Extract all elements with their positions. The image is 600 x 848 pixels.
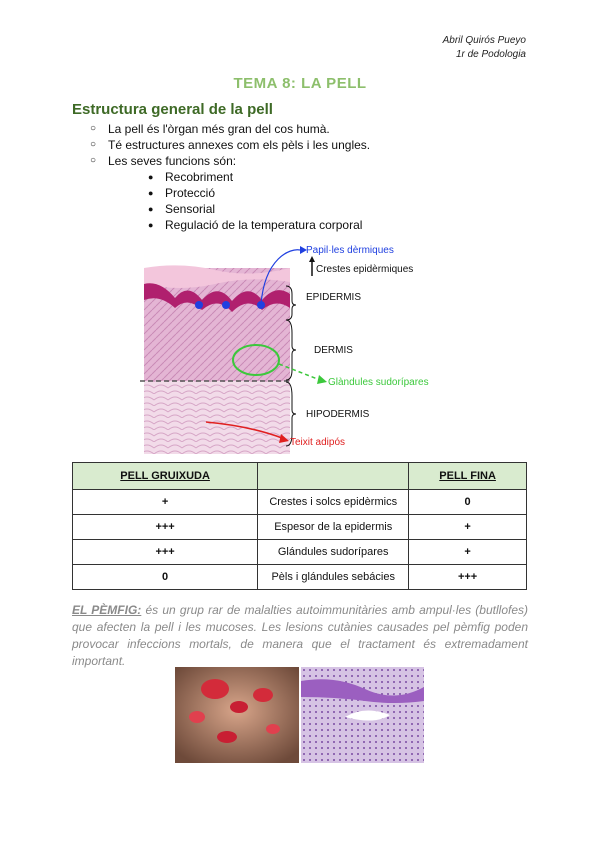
function-item: ● Protecció [148,185,370,201]
cell-thin: + [409,515,527,540]
cell-thin: +++ [409,565,527,590]
header-thick-skin: PELL GRUIXUDA [73,463,258,490]
pemfig-photos [175,667,424,763]
author-name: Abril Quirós Pueyo [442,35,526,46]
label-hipodermis: HIPODERMIS [306,409,370,420]
papil-dot [222,301,230,309]
header-empty [258,463,409,490]
lesion [189,711,205,723]
list-item-text: Les seves funcions són: [108,154,237,168]
section-heading: Estructura general de la pell [72,101,273,118]
cell-thick: 0 [73,565,258,590]
table-row [73,540,527,565]
pemfig-text: és un grup rar de malalties autoimmunitàries amb ampul·les (butllofes) que afecten la pell i les mucoses. Les lesions cutànies causades pel pèmfig poden provocar infeccions mortals, de manera que el tractament és extremadament important. [72,603,528,668]
hypodermis-tissue [144,381,290,454]
label-papil: Papil·les dèrmiques [306,245,394,256]
label-dermis: DERMIS [314,345,353,356]
cell-thick: +++ [73,540,258,565]
function-item: ● Sensorial [148,201,370,217]
crestes-arrowhead [309,256,315,262]
list-item: ○ Té estructures annexes com els pèls i les ungles. [90,137,370,153]
course-name: 1r de Podologia [455,49,526,60]
label-teixit: Teixit adipós [290,437,346,448]
glandules-arrowhead [317,375,327,384]
functions-list [108,169,370,233]
label-crestes: Crestes epidèrmiques [316,264,414,275]
skin-histology-figure [140,238,440,456]
list-item [90,153,370,233]
label-glandules: Glàndules sudorípares [328,377,429,388]
lesion [230,701,248,713]
cell-feature: Espesor de la epidermis [258,515,409,540]
cell-thick: + [73,490,258,515]
cell-feature: Crestes i solcs epidèrmics [258,490,409,515]
pemfig-lead: EL PÈMFIG: [72,603,142,617]
cell-feature: Pèls i glándules sebácies [258,565,409,590]
cell-thin: + [409,540,527,565]
papil-dot [195,301,203,309]
pemfig-paragraph [72,602,528,670]
lesion [201,679,229,699]
document-header [443,34,526,62]
table-row [73,565,527,590]
list-item: ○ La pell és l'òrgan més gran del cos humà. [90,121,370,137]
label-epidermis: EPIDERMIS [306,292,362,303]
cell-thin: 0 [409,490,527,515]
function-item: ● Recobriment [148,169,370,185]
lesion [217,731,237,743]
function-item: ● Regulació de la temperatura corporal [148,217,370,233]
lesion [253,688,273,702]
table-row [73,515,527,540]
cell-thick: +++ [73,515,258,540]
page-title: TEMA 8: LA PELL [233,75,367,92]
lesion [266,724,280,734]
cell-feature: Glándules sudorípares [258,540,409,565]
bullet-list [90,121,370,233]
comparison-table [72,462,527,590]
table-header-row [73,463,527,490]
header-thin-skin: PELL FINA [409,463,527,490]
table-row [73,490,527,515]
